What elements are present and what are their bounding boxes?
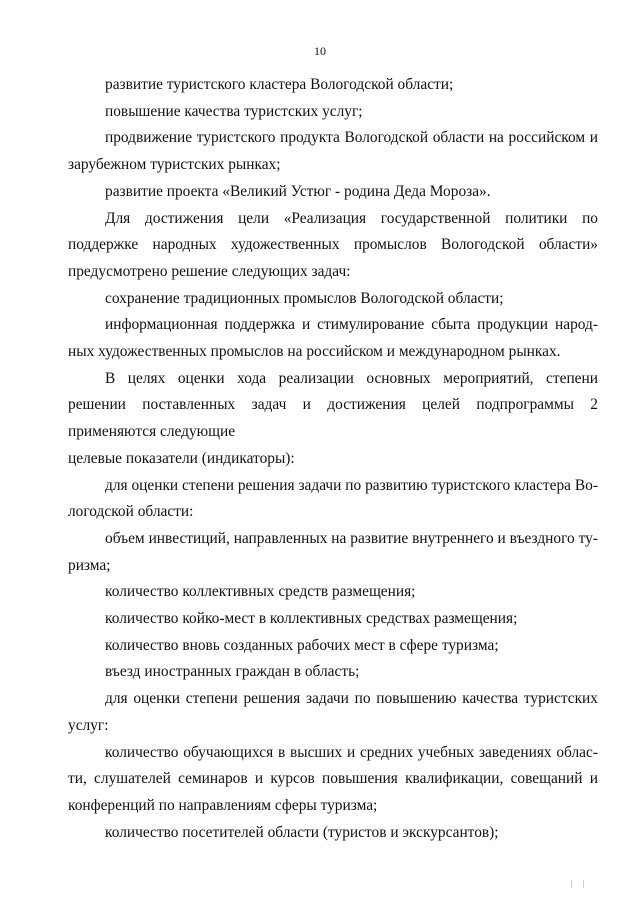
document-body — [68, 72, 598, 846]
scan-mark: | | — [571, 879, 589, 888]
paragraph-quality-task: для оценки степени решения задачи по повышению качества туристских услуг: — [68, 690, 598, 734]
paragraph-folk-crafts-goal: Для достижения цели «Реализация государственной политики по поддержке народных художественных промыслов Вологодской области» предусмотрено решение следующих задач: — [68, 209, 598, 280]
list-item-students: количество обучающихся в высших и средних учебных заведениях области, слушателей семинаров и курсов повышения квалификации, совещаний и конференций по направлениям сферы туризма; — [68, 743, 598, 814]
list-item-accommodation-count: количество коллективных средств размещения; — [105, 583, 416, 601]
paragraph-veliky-ustyug: развитие проекта «Великий Устюг - родина Деда Мороза». — [105, 182, 491, 200]
list-item-foreign-arrivals: въезд иностранных граждан в область; — [105, 663, 360, 681]
paragraph-tourism-cluster: развитие туристского кластера Вологодской области; — [105, 76, 454, 93]
page-number: 10 — [314, 44, 326, 58]
list-item-investment: объем инвестиций, направленных на развитие внутреннего и въездного туризма; — [68, 529, 598, 574]
paragraph-preserve-crafts: сохранение традиционных промыслов Вологодской области; — [105, 289, 504, 307]
paragraph-info-support: информационная поддержка и стимулирование сбыта продукции народных художественных промыслов на российском и международном рынках. — [68, 316, 598, 361]
list-item-new-jobs: количество вновь созданных рабочих мест в сфере туризма; — [105, 636, 499, 654]
paragraph-cluster-task: для оценки степени решения задачи по развитию туристского кластера Вологодской области: — [68, 476, 598, 521]
paragraph-target-indicators: целевые показатели (индикаторы): — [68, 449, 295, 467]
list-item-visitors: количество посетителей области (туристов и экскурсантов); — [105, 823, 499, 841]
paragraph-service-quality: повышение качества туристских услуг; — [105, 102, 363, 120]
paragraph-evaluation-intro: В целях оценки хода реализации основных мероприятий, степени решении поставленных задач и достижения целей подпрограммы 2 применяются следующие — [68, 369, 598, 441]
list-item-bed-places: количество койко-мест в коллективных средствах размещения; — [105, 610, 518, 628]
paragraph-product-promotion: продвижение туристского продукта Вологодской области на российском и зарубежном туристских рынках; — [68, 129, 598, 174]
